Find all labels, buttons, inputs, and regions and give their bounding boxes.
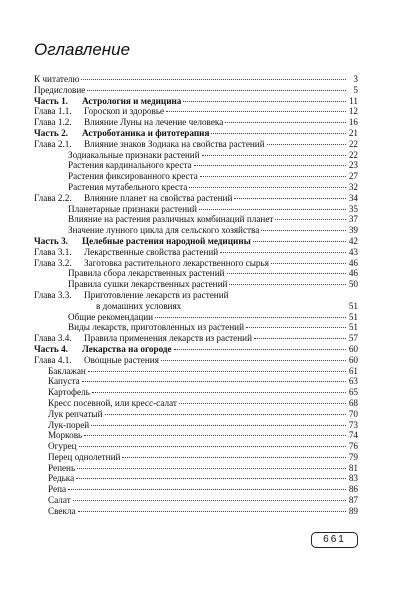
toc-entry-page: 46 — [348, 268, 358, 279]
toc-entry-title: Растения кардинального креста — [68, 160, 192, 171]
toc-entry-title: Значение лунного цикла для сельского хозяйства — [68, 225, 260, 236]
toc-entry-page: 35 — [348, 203, 358, 214]
toc-entry-page: 61 — [348, 365, 358, 376]
dot-leader — [174, 349, 346, 350]
toc-entry[interactable] — [34, 344, 358, 355]
toc-entry-page: 68 — [348, 397, 358, 408]
toc-entry-title: Правила сушки лекарственных растений — [68, 279, 228, 290]
toc-entry[interactable] — [34, 106, 358, 117]
dot-leader — [254, 338, 346, 339]
toc-entry-title: Репа — [48, 484, 67, 495]
toc-entry-title: Морковь — [48, 430, 83, 441]
toc-entry[interactable] — [34, 441, 358, 452]
dot-leader — [84, 435, 346, 436]
toc-entry-title: Лекарства на огороде — [82, 343, 172, 354]
toc-entry[interactable] — [34, 128, 358, 139]
toc-entry[interactable] — [34, 160, 358, 171]
toc-entry[interactable] — [34, 322, 358, 333]
toc-entry-title: Свекла — [48, 505, 76, 516]
toc-entry[interactable] — [34, 506, 358, 517]
dot-leader — [76, 478, 346, 479]
dot-leader — [202, 155, 346, 156]
dot-leader — [234, 198, 346, 199]
toc-entry-title: Растения фиксированного креста — [68, 171, 198, 182]
toc-entry-title: Влияние планет на свойства растений — [84, 192, 233, 203]
toc-entry-title: Астрология и медицина — [82, 95, 182, 106]
toc-entry[interactable] — [34, 409, 358, 420]
dot-leader — [81, 79, 346, 80]
toc-entry[interactable] — [34, 366, 358, 377]
toc-entry-page: 65 — [348, 387, 358, 398]
toc-entry-page: 43 — [348, 246, 358, 257]
toc-entry-page: 74 — [348, 430, 358, 441]
toc-entry-number: Часть 3. — [34, 235, 68, 246]
toc-entry-page: 11 — [349, 95, 358, 106]
page-title: Оглавление — [34, 40, 131, 59]
toc-entry[interactable] — [34, 214, 358, 225]
toc-entry-page: 81 — [348, 462, 358, 473]
dot-leader — [82, 381, 346, 382]
toc-entry-page: 46 — [348, 257, 358, 268]
toc-entry-title: Зодиакальные признаки растений — [68, 149, 200, 160]
toc-entry-number: Глава 3.3. — [34, 289, 72, 300]
toc-entry-title: Предисловие — [34, 84, 86, 95]
toc-entry-page: 27 — [348, 171, 358, 182]
toc-entry[interactable] — [34, 96, 358, 107]
toc-entry[interactable] — [34, 387, 358, 398]
toc-entry[interactable] — [34, 452, 358, 463]
toc-entry-number: Глава 1.1. — [34, 106, 72, 117]
toc-entry[interactable] — [34, 236, 358, 247]
toc-entry-number: Часть 1. — [34, 95, 68, 106]
toc-entry-page: 70 — [348, 408, 358, 419]
toc-entry[interactable] — [34, 247, 358, 258]
toc-entry-title: Виды лекарств, приготовленных из растений — [68, 322, 245, 333]
dot-leader — [88, 371, 346, 372]
toc-entry-title: Целебные растения народной медицины — [82, 235, 251, 246]
toc-entry-page: 51 — [348, 300, 358, 311]
toc-entry-title: Планетарные признаки растений — [68, 203, 197, 214]
toc-entry-page: 83 — [348, 473, 358, 484]
toc-entry-title: Правила сбора лекарственных растений — [68, 268, 225, 279]
toc-entry[interactable] — [34, 376, 358, 387]
toc-entry[interactable] — [34, 301, 358, 312]
dot-leader — [199, 209, 346, 210]
dot-leader — [105, 414, 346, 415]
toc-entry[interactable] — [34, 171, 358, 182]
toc-entry-page: 23 — [348, 160, 358, 171]
toc-entry-number: Глава 3.4. — [34, 333, 72, 344]
toc-entry-number: Глава 3.2. — [34, 257, 72, 268]
toc-entry-title: Гороскоп и здоровье — [84, 106, 165, 117]
toc-entry-page: 76 — [348, 441, 358, 452]
toc-entry-title: Влияние знаков Зодиака на свойства растений — [84, 138, 265, 149]
dot-leader — [253, 241, 346, 242]
toc-entry[interactable] — [34, 355, 358, 366]
toc-entry-title: Капуста — [48, 376, 80, 387]
table-of-contents — [34, 74, 358, 517]
toc-entry-page: 37 — [348, 214, 358, 225]
toc-entry-page: 51 — [348, 322, 358, 333]
toc-entry-title: К читателю — [34, 74, 80, 84]
toc-entry[interactable] — [34, 182, 358, 193]
toc-entry-title: Заготовка растительного лекарственного сырья — [84, 257, 269, 268]
toc-entry-page: 50 — [348, 279, 358, 290]
toc-entry-page: 39 — [348, 225, 358, 236]
toc-entry-page: 57 — [348, 333, 358, 344]
dot-leader — [267, 144, 346, 145]
dot-leader — [275, 219, 346, 220]
toc-entry-title: Овощные растения — [84, 354, 159, 365]
toc-entry-page: 51 — [348, 311, 358, 322]
toc-entry[interactable] — [34, 117, 358, 128]
toc-entry-page: 89 — [348, 505, 358, 516]
dot-leader — [92, 392, 346, 393]
toc-entry-title: Картофель — [48, 387, 90, 398]
toc-entry[interactable] — [34, 463, 358, 474]
toc-entry-title: Перец однолетний — [48, 451, 121, 462]
dot-leader — [200, 176, 346, 177]
toc-entry[interactable] — [34, 193, 358, 204]
dot-leader — [87, 90, 346, 91]
dot-leader — [211, 133, 346, 134]
toc-entry-title: Баклажан — [48, 365, 86, 376]
toc-entry[interactable] — [34, 279, 358, 290]
toc-entry-title: Влияние Луны на лечение человека — [84, 117, 224, 128]
toc-entry-title: Общие рекомендации — [68, 311, 154, 322]
toc-entry-title: Лук репчатый — [48, 408, 103, 419]
toc-entry-page: 22 — [348, 138, 358, 149]
dot-leader — [194, 165, 346, 166]
toc-entry-title: Огурец — [48, 441, 77, 452]
toc-entry[interactable] — [34, 85, 358, 96]
toc-entry-number: Глава 2.1. — [34, 138, 72, 149]
dot-leader — [179, 403, 346, 404]
toc-entry[interactable] — [34, 290, 358, 301]
toc-entry-number: Глава 1.2. — [34, 117, 72, 128]
toc-entry[interactable] — [34, 484, 358, 495]
toc-entry-title: Правила применения лекарств из растений — [84, 333, 253, 344]
toc-entry-page: 86 — [348, 484, 358, 495]
toc-entry[interactable] — [34, 420, 358, 431]
toc-entry[interactable] — [34, 333, 358, 344]
toc-entry-title: Салат — [48, 495, 71, 506]
toc-entry-title: Лук-порей — [48, 419, 90, 430]
dot-leader — [161, 360, 346, 361]
toc-entry-page: 79 — [348, 451, 358, 462]
dot-leader — [246, 327, 346, 328]
toc-entry-number: Глава 3.1. — [34, 246, 72, 257]
dot-leader — [91, 425, 346, 426]
dot-leader — [166, 111, 346, 112]
dot-leader — [229, 284, 346, 285]
toc-entry-page: 22 — [348, 149, 358, 160]
dot-leader — [189, 187, 346, 188]
toc-entry-number: Глава 2.2. — [34, 192, 72, 203]
toc-entry-page: 16 — [348, 117, 358, 128]
toc-entry-page: 34 — [348, 192, 358, 203]
dot-leader — [79, 446, 346, 447]
dot-leader — [73, 500, 346, 501]
toc-entry-page: 42 — [348, 235, 358, 246]
toc-entry-page: 5 — [353, 84, 358, 95]
dot-leader — [183, 101, 346, 102]
toc-entry-number: Часть 2. — [34, 127, 68, 138]
toc-entry-title: Растения мутабельного креста — [68, 181, 188, 192]
toc-entry-page: 73 — [348, 419, 358, 430]
toc-entry[interactable] — [34, 74, 358, 85]
toc-entry[interactable] — [34, 268, 358, 279]
toc-entry[interactable] — [34, 139, 358, 150]
toc-entry-title: Приготовление лекарств из растений — [84, 289, 229, 300]
toc-entry[interactable] — [34, 312, 358, 323]
toc-entry-number: Часть 4. — [34, 343, 68, 354]
toc-entry[interactable] — [34, 225, 358, 236]
toc-entry-page: 32 — [348, 181, 358, 192]
toc-entry[interactable] — [34, 398, 358, 409]
dot-leader — [227, 273, 346, 274]
dot-leader — [155, 317, 346, 318]
dot-leader — [77, 468, 346, 469]
toc-entry-title: в домашних условиях — [96, 300, 182, 311]
toc-entry-title: Редька — [48, 473, 75, 484]
toc-entry[interactable] — [34, 430, 358, 441]
dot-leader — [261, 230, 346, 231]
dot-leader — [122, 457, 346, 458]
toc-entry-page: 60 — [348, 343, 358, 354]
toc-entry[interactable] — [34, 204, 358, 215]
page-number: 661 — [311, 532, 358, 548]
dot-leader — [220, 252, 346, 253]
toc-entry[interactable] — [34, 473, 358, 484]
toc-entry-title: Астроботаника и фитотерапия — [82, 127, 210, 138]
toc-entry-title: Влияние на растения различных комбинаций планет — [68, 214, 274, 225]
toc-entry[interactable] — [34, 495, 358, 506]
toc-entry-page: 12 — [348, 106, 358, 117]
toc-entry-title: Репень — [48, 462, 76, 473]
toc-entry[interactable] — [34, 150, 358, 161]
toc-entry-page: 87 — [348, 495, 358, 506]
toc-entry-title: Кресс посевной, или кресс-салат — [48, 397, 177, 408]
dot-leader — [68, 489, 346, 490]
toc-entry-page: 3 — [353, 74, 358, 84]
toc-entry-page: 63 — [348, 376, 358, 387]
toc-entry-page: 60 — [348, 354, 358, 365]
dot-leader — [225, 122, 346, 123]
toc-entry-page: 21 — [348, 127, 358, 138]
toc-entry-title: Лекарственные свойства растений — [84, 246, 219, 257]
dot-leader — [78, 511, 346, 512]
toc-entry-number: Глава 4.1. — [34, 354, 72, 365]
toc-entry[interactable] — [34, 258, 358, 269]
dot-leader — [271, 263, 346, 264]
